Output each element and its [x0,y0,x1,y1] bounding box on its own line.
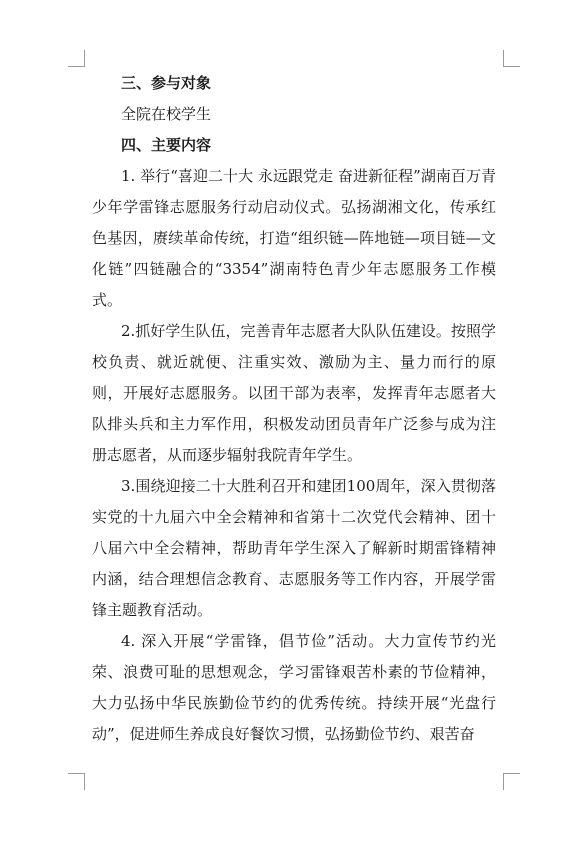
content-paragraph-1: 1. 举行“喜迎二十大 永远跟党走 奋进新征程”湖南百万青少年学雷锋志愿服务行动启动仪式。弘扬湖湘文化，传承红色基因，赓续革命传统，打造“组织链—阵地链—项目链—文化链”四链融合的“3354”湖南特色青少年志愿服务工作模式。 [92,167,496,309]
participants-text: 全院在校学生 [121,105,212,123]
section-heading-participants: 三、参与对象 [121,74,212,92]
corner-mark-top-right [503,50,520,67]
content-paragraph-3: 3.围绕迎接二十大胜利召开和建团100周年，深入贯彻落实党的十九届六中全会精神和省第十二次党代会精神、团十八届六中全会精神，帮助青年学生深入了解新时期雷锋精神内涵，结合理想信念教育、志愿服务等工作内容，开展学雷锋主题教育活动。 [92,477,496,619]
corner-mark-top-left [68,50,85,67]
section-heading-main-content: 四、主要内容 [121,136,212,154]
corner-mark-bottom-right [503,773,520,790]
document-body [92,68,496,750]
content-paragraph-4: 4. 深入开展“学雷锋，倡节俭”活动。大力宣传节约光荣、浪费可耻的思想观念，学习雷锋艰苦朴素的节俭精神，大力弘扬中华民族勤俭节约的优秀传统。持续开展“光盘行动”，促进师生养成良好餐饮习惯，弘扬勤俭节约、艰苦奋 [92,632,496,743]
content-paragraph-2: 2.抓好学生队伍，完善青年志愿者大队队伍建设。按照学校负责、就近就便、注重实效、激励为主、量力而行的原则，开展好志愿服务。以团干部为表率，发挥青年志愿者大队排头兵和主力军作用，积极发动团员青年广泛参与成为注册志愿者，从而逐步辐射我院青年学生。 [92,322,496,464]
corner-mark-bottom-left [68,773,85,790]
